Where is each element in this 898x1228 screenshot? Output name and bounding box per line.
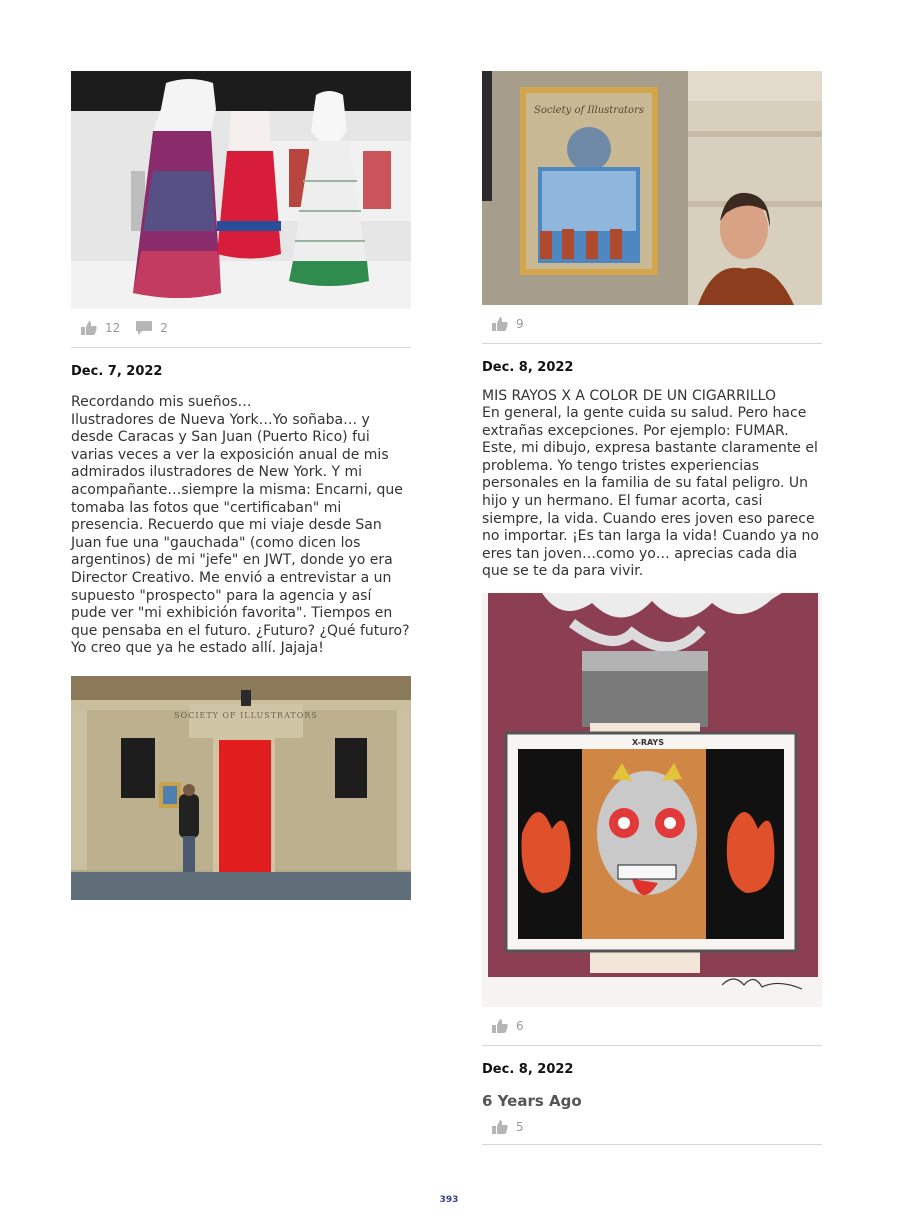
like-button[interactable] [492,317,524,331]
society-building-photo[interactable] [71,676,411,900]
comment-button[interactable] [136,321,168,335]
like-count: 6 [516,1018,524,1033]
drawing-label-text: X-RAYS [632,737,664,747]
poster-photo[interactable] [482,71,822,305]
poster-title-text: Society of Illustrators [534,105,644,116]
poster-portrait-image [482,71,822,305]
right-stats-bar-2 [482,1007,822,1046]
right-stats-bar-3 [482,1110,822,1145]
left-stats-bar [71,309,411,348]
page-number: 393 [439,1195,459,1205]
costume-exhibit-image [71,71,411,309]
xray-drawing-image [482,593,822,1007]
post-text: En general, la gente cuida su salud. Pero hace extrañas excepciones. Por ejemplo: FUMAR. Este, mi dibujo, expresa bastante claramente el problema. Yo tengo tristes experiencias personales en la familia de su fatal peligro. Un hijo y un hermano. El fumar acorta, casi siempre, la vida. Cuando eres joven eso parece no importar. ¡Es tan larga la vida! Cuando ya no eres tan joven…como yo… aprecias cada dia que se te da para vivir. [482,405,819,580]
building-sign-text: SOCIETY OF ILLUSTRATORS [174,710,318,720]
like-count: 5 [516,1119,524,1134]
like-count: 12 [105,321,121,335]
left-column [71,71,411,900]
post-date: Dec. 8, 2022 [482,360,574,375]
comment-count: 2 [160,321,168,335]
thumbs-up-icon [81,321,97,335]
like-button[interactable] [492,1120,524,1134]
comment-icon [136,321,152,335]
society-building-image [71,676,411,900]
thumbs-up-icon [492,1120,508,1134]
post-text: Recordando mis sueños… Ilustradores de Nueva York…Yo soñaba… y desde Caracas y San Juan (Puerto Rico) fui varias veces a ver la exposición anual de mis admirados ilustradores de New York. Y mi acompañante…siempre la misma: Encarni, que tomaba las fotos que "certificaban" mi presencia. Recuerdo que mi viaje desde San Juan fue una "gauchada" (como dicen los argentinos) de mi "jefe" en JWT, donde yo era Director Creativo. Me envió a entrevistar a un supuesto "prospecto" para la agencia y así pude ver "mi exhibición favorita". Tiempos en que pensaba en el futuro. ¿Futuro? ¿Qué futuro? Yo creo que ya he estado allí. Jajaja! [71,394,410,657]
like-button[interactable] [492,1019,524,1033]
like-button[interactable] [81,321,120,335]
post-title: MIS RAYOS X A COLOR DE UN CIGARRILLO [482,388,776,404]
post-date: Dec. 8, 2022 [482,1061,574,1077]
like-count: 9 [516,317,524,331]
post-date: Dec. 7, 2022 [71,364,163,379]
time-ago-heading: 6 Years Ago [482,1091,582,1110]
right-column [482,71,822,1145]
costume-exhibit-photo[interactable] [71,71,411,309]
thumbs-up-icon [492,1019,508,1033]
right-stats-bar-1 [482,305,822,344]
xray-cigarette-drawing[interactable] [482,593,822,1007]
thumbs-up-icon [492,317,508,331]
